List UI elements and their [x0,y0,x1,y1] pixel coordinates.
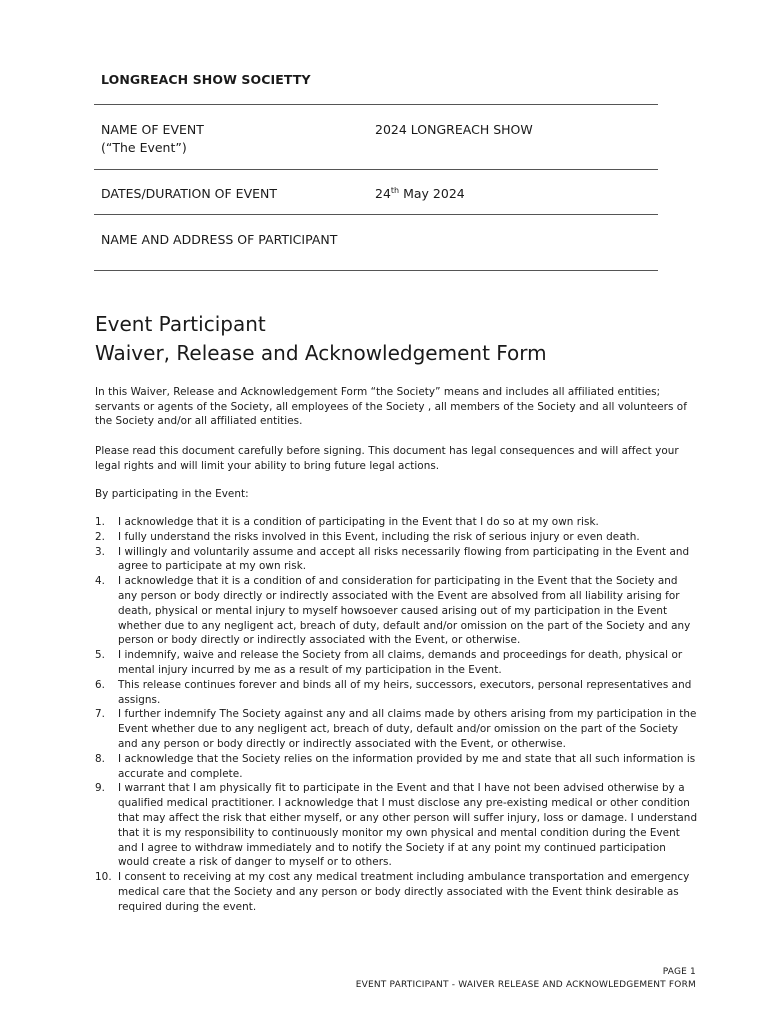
clause-number: 3. [95,545,106,558]
form-title-line2: Waiver, Release and Acknowledgement Form [95,341,547,365]
definition-paragraph: In this Waiver, Release and Acknowledgement Form “the Society” means and includes all affiliated entities; servants or agents of the Society, all employees of the Society , all members of the Society and all volunteers of the Society and/or all affiliated entities. [95,386,687,428]
header-rule [94,104,658,105]
clause-text: I indemnify, waive and release the Society from all claims, demands and proceedings for death, physical or mental injury incurred by me as a result of my participation in the Event. [118,649,683,676]
clause-number: 6. [95,678,106,691]
form-title-line1: Event Participant [95,312,266,336]
list-item [95,545,700,575]
form-title [95,310,547,368]
list-item [95,515,700,530]
dates-rule [94,214,658,215]
dates-rest: May 2024 [399,186,465,201]
list-item [95,648,700,678]
footer-doc-title: EVENT PARTICIPANT - WAIVER RELEASE AND ACKNOWLEDGEMENT FORM [355,980,696,990]
event-name-sublabel: (“The Event”) [101,140,187,155]
clause-number: 1. [95,516,106,528]
dates-day: 24 [375,186,391,201]
clause-text: I acknowledge that the Society relies on the information provided by me and state that all such information is accurate and complete. [118,752,696,780]
event-name-label-text: NAME OF EVENT [101,122,204,137]
event-name-rule [94,169,658,170]
clause-list [95,515,700,915]
page-footer [356,966,696,992]
dates-suffix: th [390,185,400,195]
clause-text: This release continues forever and binds all of my heirs, successors, executors, personal representatives and assigns. [118,678,692,706]
clause-number: 5. [95,649,106,662]
notice-paragraph: Please read this document carefully before signing. This document has legal consequences and will affect your legal rights and will limit your ability to bring future legal actions. [95,445,679,472]
clause-text: I acknowledge that it is a condition of participating in the Event that I do so at my own risk. [118,516,599,528]
list-item [95,752,700,782]
list-item [95,530,700,545]
list-item [95,781,700,870]
event-name-value: 2024 LONGREACH SHOW [375,122,533,137]
list-item [95,870,700,914]
clause-text: I willingly and voluntarily assume and accept all risks necessarily flowing from participating in the Event and agree to participate at my own risk. [118,545,690,573]
clause-number: 4. [95,575,106,588]
participant-rule [94,270,658,271]
clause-text: I acknowledge that it is a condition of and consideration for participating in the Event that the Society and any person or body directly or indirectly associated with the Event are absolved from all liability arising for death, physical or mental injury to myself howsoever caused arising out of my participation in the Event whether due to any negligent act, breach of duty, default and/or omission on the part of the Society and any person or body directly or indirectly associated with the Event, or otherwise. [118,575,691,647]
list-item [95,574,700,648]
event-name-label [101,121,204,157]
dates-value [375,185,465,203]
clause-text: I consent to receiving at my cost any medical treatment including ambulance transportation and emergency medical care that the Society and any person or body directly associated with the Event think desirable as required during the event. [118,871,690,913]
list-item [95,678,700,708]
clause-number: 10. [95,871,112,884]
clause-number: 8. [95,752,106,765]
clause-number: 7. [95,708,106,721]
clause-text: I fully understand the risks involved in this Event, including the risk of serious injury or even death. [118,530,640,543]
intro-paragraph: By participating in the Event: [95,488,249,500]
clause-text: I warrant that I am physically fit to participate in the Event and that I have not been advised otherwise by a qualified medical practitioner. I acknowledge that I must disclose any pre-existing medical or other condition that may affect the risk that either myself, or any other person will suffer injury, loss or damage. I understand that it is my responsibility to continuously monitor my own physical and mental condition during the Event and I agree to withdraw immediately and to notify the Society if at any point my continued participation would create a risk of danger to myself or to others. [118,782,698,869]
clause-number: 2. [95,530,106,543]
list-item [95,707,700,751]
dates-label: DATES/DURATION OF EVENT [101,186,278,201]
clause-text: I further indemnify The Society against any and all claims made by others arising from my participation in the Event whether due to any negligent act, breach of duty, default and/or omission on the part of the Society and any person or body directly or indirectly associated with the Event, or otherwise. [118,708,697,750]
participant-label: NAME AND ADDRESS OF PARTICIPANT [101,232,338,247]
clause-number: 9. [95,782,106,795]
page-number: PAGE 1 [662,967,696,977]
organization-name: LONGREACH SHOW SOCIETTY [101,72,311,87]
